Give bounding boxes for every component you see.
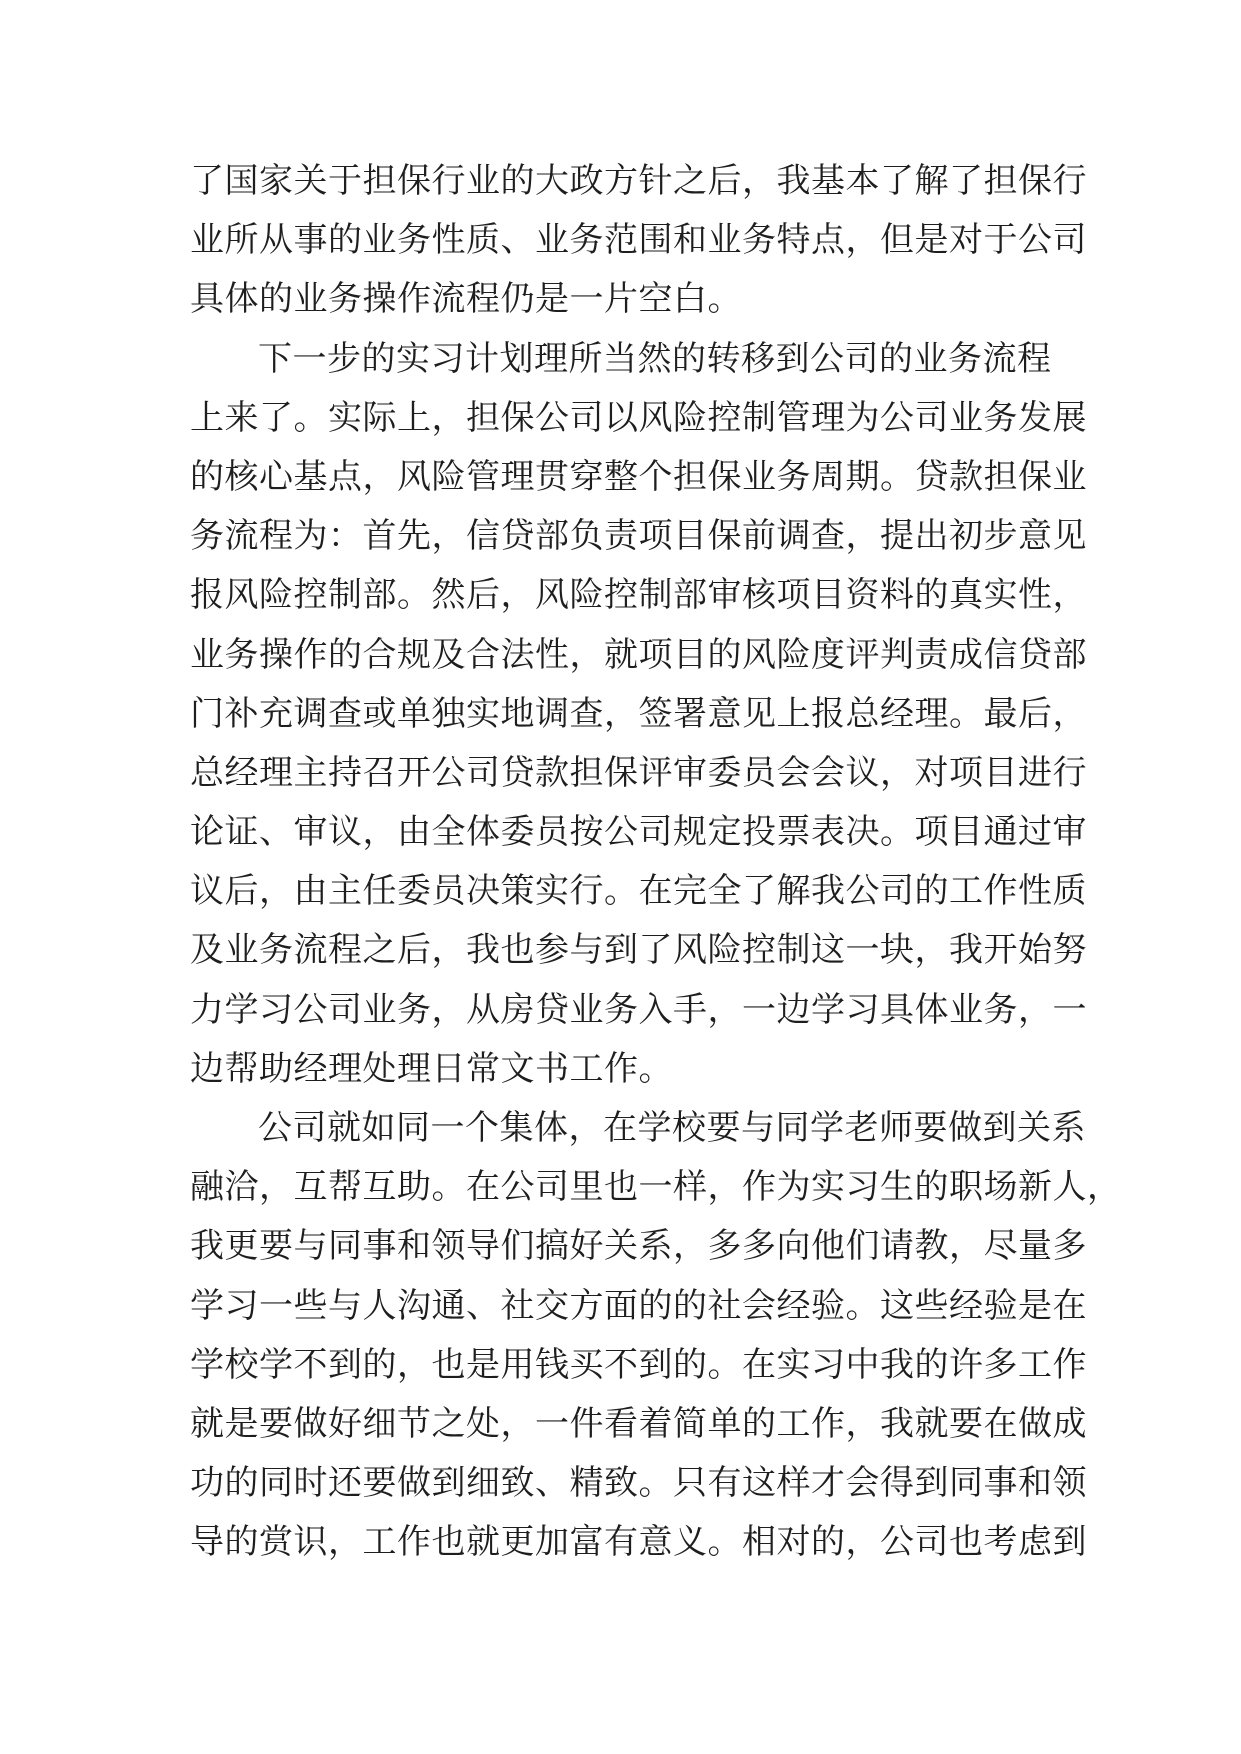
text-line: 导的赏识，工作也就更加富有意义。相对的，公司也考虑到 (190, 1522, 1087, 1563)
text-line: 及业务流程之后，我也参与到了风险控制这一块，我开始努 (190, 930, 1087, 971)
text-line: 了国家关于担保行业的大政方针之后，我基本了解了担保行 (190, 161, 1087, 201)
text-line: 具体的业务操作流程仍是一片空白。 (190, 279, 742, 320)
text-line: 我更要与同事和领导们搞好关系，多多向他们请教，尽量多 (190, 1226, 1087, 1267)
text-line: 业务操作的合规及合法性，就项目的风险度评判责成信贷部 (190, 634, 1087, 675)
text-line: 功的同时还要做到细致、精致。只有这样才会得到同事和领 (190, 1463, 1087, 1504)
text-line: 边帮助经理处理日常文书工作。 (190, 1048, 673, 1089)
text-line: 论证、审议，由全体委员按公司规定投票表决。项目通过审 (190, 812, 1087, 853)
text-line: 学习一些与人沟通、社交方面的的社会经验。这些经验是在 (190, 1285, 1087, 1326)
text-line: 议后，由主任委员决策实行。在完全了解我公司的工作性质 (190, 871, 1087, 912)
text-line: 门补充调查或单独实地调查，签署意见上报总经理。最后， (190, 693, 1087, 734)
text-line: 力学习公司业务，从房贷业务入手，一边学习具体业务，一 (190, 989, 1087, 1030)
text-line: 融洽，互帮互助。在公司里也一样，作为实习生的职场新人， (190, 1167, 1122, 1208)
text-line: 学校学不到的，也是用钱买不到的。在实习中我的许多工作 (190, 1344, 1087, 1385)
body-text (190, 152, 1122, 1573)
text-line: 上来了。实际上，担保公司以风险控制管理为公司业务发展 (190, 397, 1087, 438)
paragraph-start-line: 下一步的实习计划理所当然的转移到公司的业务流程 (258, 338, 1052, 379)
text-line: 务流程为：首先，信贷部负责项目保前调查，提出初步意见 (190, 516, 1087, 557)
text-line: 报风险控制部。然后，风险控制部审核项目资料的真实性， (190, 575, 1087, 616)
text-line: 的核心基点，风险管理贯穿整个担保业务周期。贷款担保业 (190, 456, 1087, 497)
paragraph-start-line: 公司就如同一个集体，在学校要与同学老师要做到关系 (258, 1108, 1086, 1148)
text-line: 就是要做好细节之处，一件看着简单的工作，我就要在做成 (190, 1403, 1087, 1444)
text-line: 业所从事的业务性质、业务范围和业务特点，但是对于公司 (190, 220, 1087, 261)
text-line: 总经理主持召开公司贷款担保评审委员会会议，对项目进行 (190, 752, 1087, 793)
